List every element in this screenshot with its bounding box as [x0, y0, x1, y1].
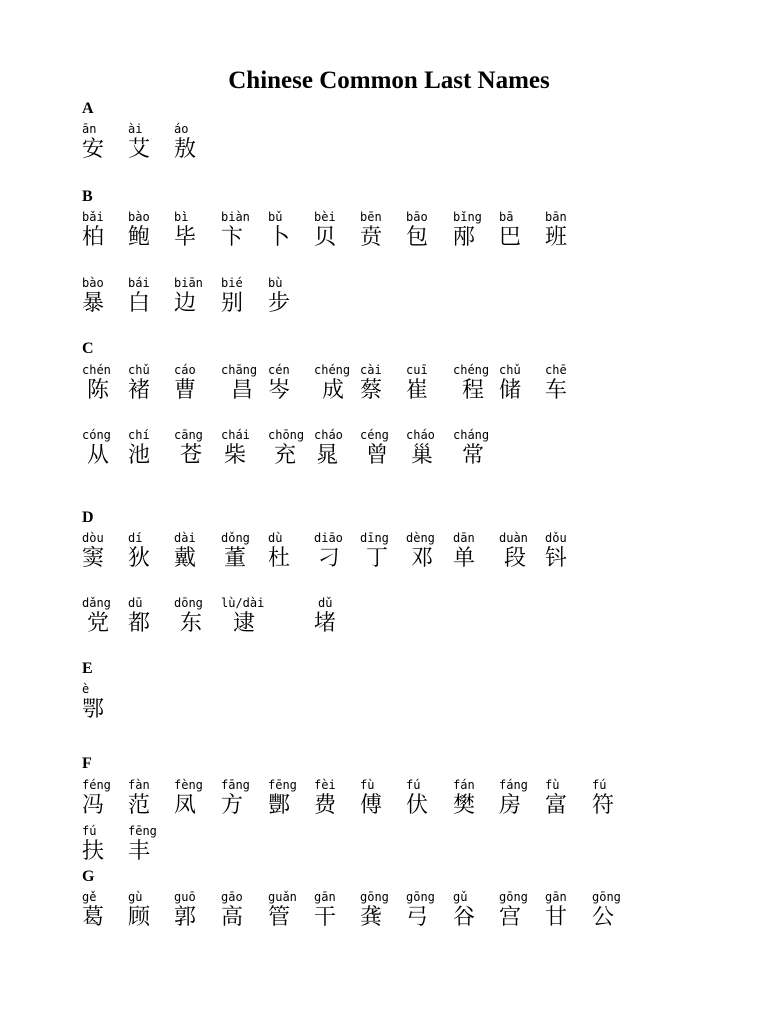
pinyin-label: gōng — [360, 890, 389, 904]
pinyin-label: fù — [545, 778, 560, 792]
surname-character: 暴 — [82, 291, 105, 316]
pinyin-label: bān — [545, 210, 567, 224]
surname-character: 谷 — [453, 905, 476, 930]
surname-character: 党 — [87, 611, 110, 636]
section-letter: G — [82, 868, 95, 885]
surname-character: 边 — [174, 291, 197, 316]
pinyin-label: cén — [268, 363, 290, 377]
surname-character: 巢 — [411, 443, 434, 468]
surname-character: 费 — [314, 793, 337, 818]
pinyin-label: dōng — [174, 596, 203, 610]
surname-character: 樊 — [453, 793, 476, 818]
surname-character: 龚 — [360, 905, 383, 930]
surname-character: 扶 — [82, 839, 105, 864]
section-letter: D — [82, 509, 94, 526]
surname-character: 狄 — [128, 546, 151, 571]
surname-character: 崔 — [406, 378, 429, 403]
pinyin-label: dū — [128, 596, 143, 610]
pinyin-label: féng — [82, 778, 111, 792]
pinyin-label: gōng — [499, 890, 528, 904]
pinyin-label: áo — [174, 122, 189, 136]
surname-character: 步 — [268, 291, 291, 316]
surname-character: 都 — [128, 611, 151, 636]
surname-character: 别 — [221, 291, 244, 316]
surname-character: 班 — [545, 225, 568, 250]
surname-character: 高 — [221, 905, 244, 930]
section-letter: A — [82, 100, 94, 117]
pinyin-label: bǔ — [268, 210, 283, 224]
pinyin-label: bào — [82, 276, 104, 290]
surname-character: 池 — [128, 443, 151, 468]
pinyin-label: gǔ — [453, 890, 468, 904]
surname-character: 干 — [314, 905, 337, 930]
pinyin-label: fú — [592, 778, 607, 792]
surname-character: 敖 — [174, 137, 197, 162]
surname-character: 杜 — [268, 546, 291, 571]
surname-character: 逮 — [233, 611, 256, 636]
surname-character: 毕 — [174, 225, 197, 250]
pinyin-label: fáng — [499, 778, 528, 792]
pinyin-label: gān — [314, 890, 336, 904]
pinyin-label: dǎng — [82, 596, 111, 610]
surname-character: 富 — [545, 793, 568, 818]
surname-character: 郭 — [174, 905, 197, 930]
surname-character: 公 — [592, 905, 615, 930]
pinyin-label: fēng — [268, 778, 297, 792]
pinyin-label: fēng — [128, 824, 157, 838]
surname-character: 邓 — [411, 546, 434, 571]
section-letter: B — [82, 188, 93, 205]
surname-character: 房 — [499, 793, 522, 818]
surname-character: 刁 — [318, 546, 341, 571]
pinyin-label: biàn — [221, 210, 250, 224]
pinyin-label: bǐng — [453, 210, 482, 224]
pinyin-label: chái — [221, 428, 250, 442]
surname-character: 弓 — [406, 905, 429, 930]
pinyin-label: chǔ — [128, 363, 150, 377]
surname-character: 曹 — [174, 378, 197, 403]
surname-character: 成 — [322, 378, 345, 403]
page-title: Chinese Common Last Names — [228, 67, 550, 94]
surname-character: 卜 — [268, 225, 291, 250]
pinyin-label: dí — [128, 531, 143, 545]
pinyin-label: bié — [221, 276, 243, 290]
pinyin-label: duàn — [499, 531, 528, 545]
pinyin-label: dǔ — [318, 596, 333, 610]
surname-character: 车 — [545, 378, 568, 403]
surname-character: 堵 — [314, 611, 337, 636]
pinyin-label: chē — [545, 363, 567, 377]
pinyin-label: bǎi — [82, 210, 104, 224]
surname-character: 常 — [462, 443, 485, 468]
surname-character: 东 — [180, 611, 203, 636]
surname-character: 凤 — [174, 793, 197, 818]
surname-character: 范 — [128, 793, 151, 818]
surname-character: 晁 — [316, 443, 339, 468]
pinyin-label: chéng — [453, 363, 490, 377]
pinyin-label: céng — [360, 428, 389, 442]
pinyin-label: dù — [268, 531, 283, 545]
surname-character: 戴 — [174, 546, 197, 571]
surname-character: 段 — [504, 546, 527, 571]
pinyin-label: cài — [360, 363, 382, 377]
pinyin-label: gāo — [221, 890, 243, 904]
pinyin-label: chāng — [221, 363, 258, 377]
surname-character: 甘 — [545, 905, 568, 930]
surname-character: 董 — [224, 546, 247, 571]
surname-character: 柴 — [224, 443, 247, 468]
pinyin-label: bèi — [314, 210, 336, 224]
pinyin-label: bù — [268, 276, 283, 290]
pinyin-label: cháo — [314, 428, 343, 442]
pinyin-label: cuī — [406, 363, 428, 377]
surname-character: 艾 — [128, 137, 151, 162]
section-letter: F — [82, 755, 92, 772]
pinyin-label: cháng — [453, 428, 490, 442]
pinyin-label: bì — [174, 210, 189, 224]
pinyin-label: fú — [82, 824, 97, 838]
pinyin-label: guǎn — [268, 890, 297, 904]
pinyin-label: fèi — [314, 778, 336, 792]
pinyin-label: dān — [453, 531, 475, 545]
surname-character: 安 — [82, 137, 105, 162]
pinyin-label: bā — [499, 210, 514, 224]
pinyin-label: fù — [360, 778, 375, 792]
surname-character: 单 — [453, 546, 476, 571]
surname-character: 窦 — [82, 546, 105, 571]
pinyin-label: lù/dài — [221, 596, 265, 610]
pinyin-label: fán — [453, 778, 475, 792]
surname-character: 顾 — [128, 905, 151, 930]
surname-character: 傅 — [360, 793, 383, 818]
pinyin-label: fú — [406, 778, 421, 792]
pinyin-label: dài — [174, 531, 196, 545]
surname-character: 丁 — [366, 546, 389, 571]
surname-character: 陈 — [87, 378, 110, 403]
pinyin-label: dīng — [360, 531, 389, 545]
surname-character: 白 — [128, 291, 151, 316]
surname-character: 伏 — [406, 793, 429, 818]
surname-character: 蔡 — [360, 378, 383, 403]
pinyin-label: dèng — [406, 531, 435, 545]
surname-character: 卞 — [221, 225, 244, 250]
surname-character: 储 — [499, 378, 522, 403]
pinyin-label: dǒng — [221, 531, 250, 545]
pinyin-label: ān — [82, 122, 97, 136]
surname-character: 曾 — [366, 443, 389, 468]
surname-character: 贝 — [314, 225, 337, 250]
surname-character: 从 — [87, 443, 110, 468]
pinyin-label: biān — [174, 276, 203, 290]
surname-character: 苍 — [180, 443, 203, 468]
pinyin-label: fāng — [221, 778, 250, 792]
pinyin-label: dòu — [82, 531, 104, 545]
surname-character: 管 — [268, 905, 291, 930]
pinyin-label: fàn — [128, 778, 150, 792]
surname-character: 宫 — [499, 905, 522, 930]
pinyin-label: cháo — [406, 428, 435, 442]
surname-character: 包 — [406, 225, 429, 250]
surname-character: 鲍 — [128, 225, 151, 250]
pinyin-label: chí — [128, 428, 150, 442]
pinyin-label: gōng — [406, 890, 435, 904]
surname-character: 符 — [592, 793, 615, 818]
pinyin-label: gān — [545, 890, 567, 904]
surname-character: 褚 — [128, 378, 151, 403]
pinyin-label: gōng — [592, 890, 621, 904]
surname-character: 岑 — [268, 378, 291, 403]
pinyin-label: cāng — [174, 428, 203, 442]
surname-character: 巴 — [499, 225, 522, 250]
surname-character: 柏 — [82, 225, 105, 250]
pinyin-label: chéng — [314, 363, 351, 377]
surname-character: 葛 — [82, 905, 105, 930]
pinyin-label: cáo — [174, 363, 196, 377]
section-letter: E — [82, 660, 93, 677]
pinyin-label: è — [82, 682, 90, 696]
pinyin-label: fèng — [174, 778, 203, 792]
section-letter: C — [82, 340, 94, 357]
surname-character: 邴 — [453, 225, 476, 250]
surname-character: 冯 — [82, 793, 105, 818]
pinyin-label: diāo — [314, 531, 343, 545]
pinyin-label: cóng — [82, 428, 111, 442]
surname-character: 程 — [462, 378, 485, 403]
pinyin-label: gù — [128, 890, 143, 904]
pinyin-label: bào — [128, 210, 150, 224]
pinyin-label: bēn — [360, 210, 382, 224]
surname-character: 昌 — [231, 378, 254, 403]
surname-character: 充 — [274, 443, 297, 468]
surname-character: 鄂 — [82, 697, 105, 722]
surname-character: 钭 — [545, 546, 568, 571]
pinyin-label: bái — [128, 276, 150, 290]
pinyin-label: chén — [82, 363, 111, 377]
pinyin-label: chōng — [268, 428, 305, 442]
surname-character: 贲 — [360, 225, 383, 250]
pinyin-label: chǔ — [499, 363, 521, 377]
surname-character: 丰 — [128, 839, 151, 864]
pinyin-label: bāo — [406, 210, 428, 224]
pinyin-label: ài — [128, 122, 143, 136]
pinyin-label: gě — [82, 890, 97, 904]
surname-character: 方 — [221, 793, 244, 818]
pinyin-label: dǒu — [545, 531, 567, 545]
surname-character: 酆 — [268, 793, 291, 818]
pinyin-label: guō — [174, 890, 196, 904]
